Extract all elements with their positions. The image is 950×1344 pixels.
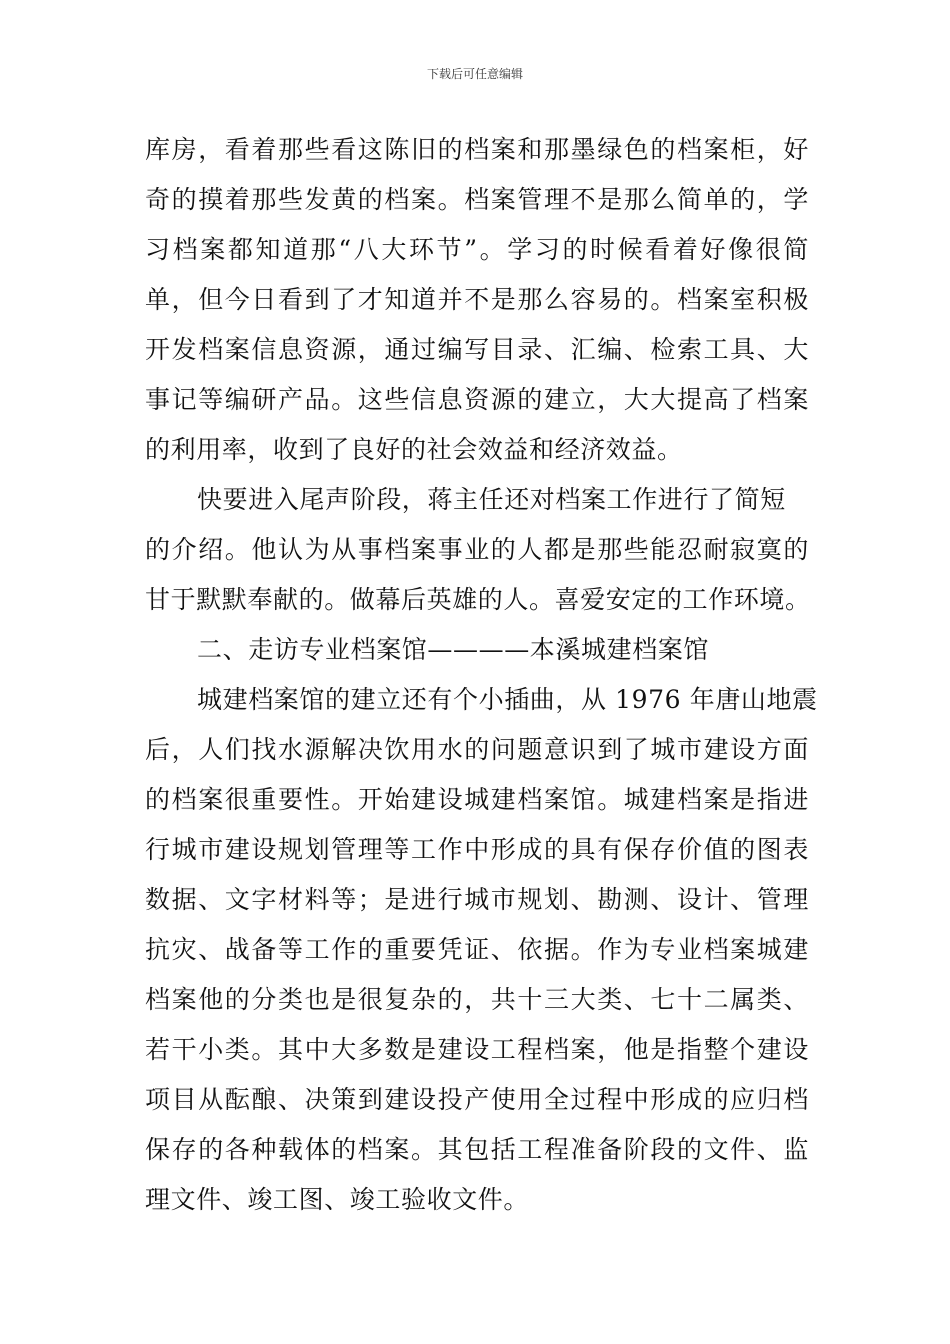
text-line: 的档案很重要性。开始建设城建档案馆。城建档案是指进	[145, 785, 809, 814]
paragraph-director-intro	[145, 475, 809, 625]
text-line: 奇的摸着那些发黄的档案。档案管理不是那么简单的，学	[145, 185, 809, 214]
text-line: 行城市建设规划管理等工作中形成的具有保存价值的图表	[145, 835, 809, 864]
text-line: 理文件、竣工图、竣工验收文件。	[145, 1185, 530, 1214]
text-line: 数据、文字材料等；是进行城市规划、勘测、设计、管理	[145, 885, 809, 914]
section-heading-text: 二、走访专业档案馆————本溪城建档案馆	[197, 635, 710, 664]
text-line: 甘于默默奉献的。做幕后英雄的人。喜爱安定的工作环境。	[145, 585, 811, 614]
paragraph-urban-archives	[145, 675, 818, 1225]
text-line: 事记等编研产品。这些信息资源的建立，大大提高了档案	[145, 385, 809, 414]
text-line: 抗灾、战备等工作的重要凭证、依据。作为专业档案城建	[145, 935, 809, 964]
text-line: 单，但今日看到了才知道并不是那么容易的。档案室积极	[145, 285, 809, 314]
section-heading	[145, 625, 809, 675]
document-body	[145, 125, 818, 1225]
text-line: 保存的各种载体的档案。其包括工程准备阶段的文件、监	[145, 1135, 809, 1164]
text-line: 城建档案馆的建立还有个小插曲，从 1976 年唐山地震	[197, 685, 818, 714]
page-header: 下载后可任意编辑	[426, 67, 523, 81]
text-line: 库房，看着那些看这陈旧的档案和那墨绿色的档案柜，好	[145, 135, 809, 164]
text-line: 快要进入尾声阶段，蒋主任还对档案工作进行了简短	[197, 485, 786, 514]
text-line: 后，人们找水源解决饮用水的问题意识到了城市建设方面	[145, 735, 809, 764]
text-line: 的介绍。他认为从事档案事业的人都是那些能忍耐寂寞的	[145, 535, 809, 564]
text-line: 开发档案信息资源，通过编写目录、汇编、检索工具、大	[145, 335, 809, 364]
text-line: 若干小类。其中大多数是建设工程档案，他是指整个建设	[145, 1035, 809, 1064]
text-line: 的利用率，收到了良好的社会效益和经济效益。	[145, 435, 683, 464]
text-line: 项目从酝酿、决策到建设投产使用全过程中形成的应归档	[145, 1085, 809, 1114]
text-line: 档案他的分类也是很复杂的，共十三大类、七十二属类、	[145, 985, 809, 1014]
paragraph-archive-room	[145, 125, 809, 475]
text-line: 习档案都知道那“八大环节”。学习的时候看着好像很简	[145, 235, 809, 264]
